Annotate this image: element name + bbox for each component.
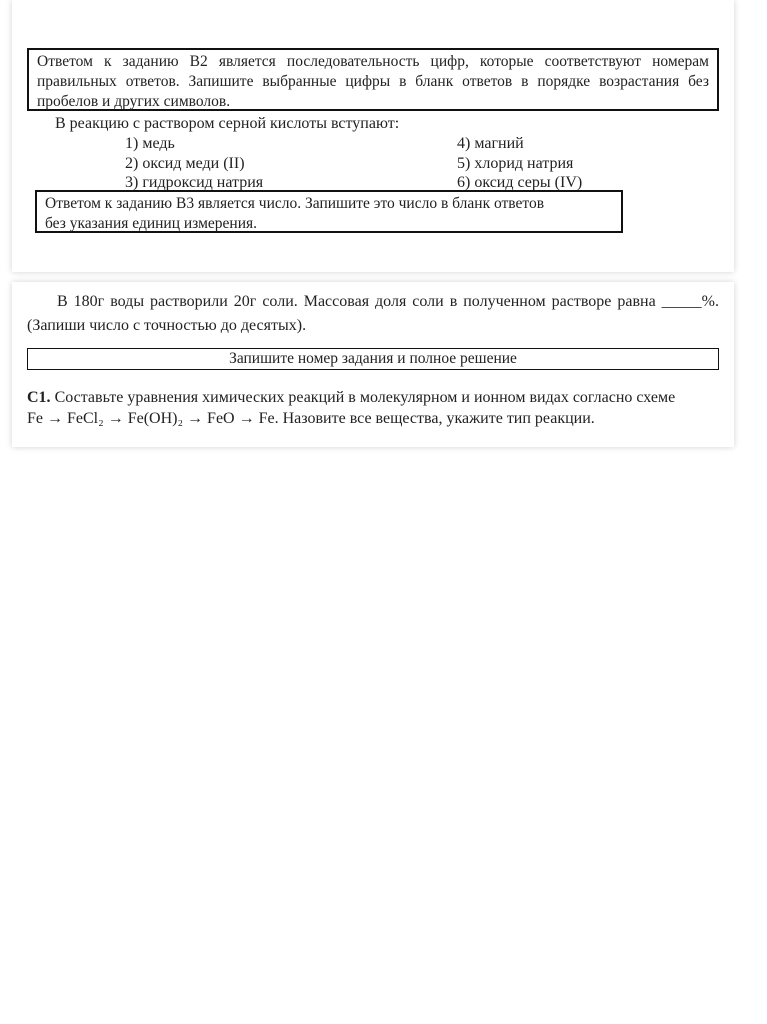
c1-text: Составьте уравнения химических реакций в молекулярном и ионном видах согласно схеме [54, 389, 676, 406]
b2-instruction-box [27, 48, 719, 111]
c-section-header [27, 348, 719, 370]
c1-label: С1. [27, 389, 51, 406]
b2-option-2: 2) оксид меди (II) [125, 155, 245, 172]
b2-option-1: 1) медь [125, 135, 175, 152]
b3-instruction-box [35, 190, 623, 233]
b2-option-3: 3) гидроксид натрия [125, 174, 264, 191]
b3-instruction-line1: Ответом к заданию В3 является число. Запишите это число в бланк ответов [45, 195, 545, 212]
b2-option-4: 4) магний [457, 135, 524, 152]
b2-instruction-text: Ответом к заданию В2 является последовательность цифр, которые соответствуют номерам правильных ответов. Запишите выбранные цифры в бланк ответов в порядке возрастания без пробелов и других символов. [37, 53, 709, 110]
b2-question-intro: В реакцию с раствором серной кислоты вступают: [55, 115, 400, 132]
c1-question [27, 387, 719, 429]
b2-option-6: 6) оксид серы (IV) [457, 174, 583, 191]
b3-question-text: В 180г воды растворили 20г соли. Массовая доля соли в полученном растворе равна _____%. (Запиши число с точностью до десятых). [27, 293, 719, 334]
c1-scheme: Fe → FeCl₂ → Fe(OH)₂ → FeO → Fe. Назовите все вещества, укажите тип реакции. [27, 410, 595, 427]
c-section-header-text: Запишите номер задания и полное решение [229, 350, 517, 367]
b2-option-5: 5) хлорид натрия [457, 155, 574, 172]
b3-instruction-line2: без указания единиц измерения. [45, 215, 257, 232]
